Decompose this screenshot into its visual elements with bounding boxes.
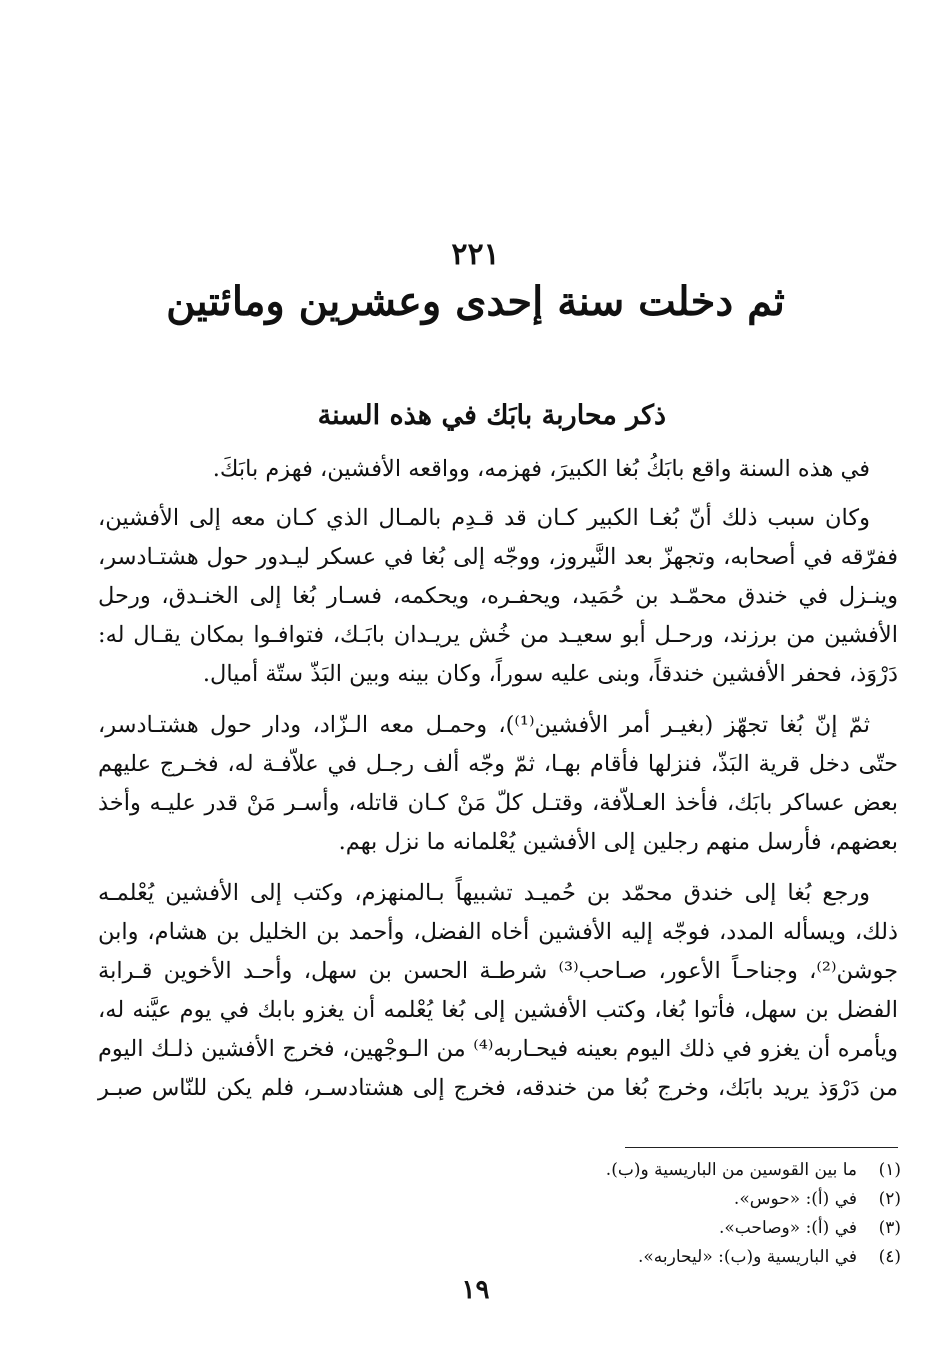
paragraph-3 [98,706,898,862]
paragraph-1 [98,450,898,489]
text-line: من دَرْوَذ يريد بابَك، وخرج بُغا من خندقه، فخرج إلى هشتادسـر، فلم يكن للنّاس صبـر [98,1075,898,1101]
year-number: ٢٢١ [451,237,500,272]
text-line: ورجع بُغا إلى خندق محمّد بن حُميـد تشبيهاً بـالمنهزم، وكتب إلى الأفشين يُعْلمـه [98,880,870,906]
text-line: حتّى دخل قرية البَذّ، فنزلها فأقام بهـا، ثمّ وجّه ألف رجـل في علاّفـة له، فخـرج عليهم [98,751,898,777]
footnote-number: (٣) [878,1218,901,1238]
footnote-number: (١) [878,1160,901,1180]
footnote-text: ما بين القوسين من الباريسية و(ب). [605,1160,857,1180]
footnote-text: في (أ): «حوس». [733,1189,857,1209]
text-line: جوشن⁽²⁾، وجناحـاً الأعور، صـاحب⁽³⁾ شرطـة الحسن بن سهل، وأحـد الأخوين قـرابة [98,958,898,984]
paragraph-4 [98,874,898,1108]
footnote-text: في (أ): «وصاحب». [718,1218,857,1238]
footnote [481,1185,901,1214]
text-line: الفضل بن سهل، فأتوا بُغا، وكتب الأفشين إلى بُغا يُعْلمه أن يغزو بابك في يوم عيَّنه له، [98,997,898,1023]
section-heading: ذكر محاربة بابَك في هذه السنة [317,400,666,431]
footnote [481,1243,901,1272]
page-number: ١٩ [461,1275,490,1305]
footnote-divider [625,1147,898,1148]
paragraph-2 [98,499,898,694]
text-line: ثمّ إنّ بُغا تجهّز (بغيـر أمر الأفشين⁽¹⁾)، وحمـل معه الـزّاد، ودار حول هشتـادسر، [98,712,870,738]
text-line: بعض عساكر بابَك، فأخذ العـلاّفة، وقتـل كلّ مَنْ كـان قاتله، وأسـر مَنْ قدر عليـه وأخذ [98,790,898,816]
footnote [481,1214,901,1243]
chapter-title: ثم دخلت سنة إحدى وعشرين ومائتين [166,278,785,325]
footnotes [481,1156,901,1272]
footnote-text: في الباريسية و(ب): «ليحاربه». [638,1247,857,1267]
footnote-number: (٤) [878,1247,901,1267]
text-line: وينـزل في خندق محمّـد بن حُمَيد، ويحفـره، ويحكمه، فسـار بُغا إلى الخنـدق، ورحل [98,583,898,609]
text-line: دَرْوَذ، فحفر الأفشين خندقاً، وبنى عليه سوراً، وكان بينه وبين البَذّ ستّة أميال. [202,661,898,687]
text-line: وكان سبب ذلك أنّ بُغـا الكبير كـان قد قـدِم بالمـال الذي كـان معه إلى الأفشين، [98,505,870,531]
footnote-number: (٢) [878,1189,901,1209]
text-line: ذلك، ويسأله المدد، فوجّه إليه الأفشين أخاه الفضل، وأحمد بن الخليل بن هشام، وابن [98,919,898,945]
footnote [481,1156,901,1185]
text-line: ففرّقه في أصحابه، وتجهزّ بعد النَّيروز، ووجّه إلى بُغا في عسكر ليـدور حول هشتـادسر، [98,544,898,570]
text-line: الأفشين من برزند، ورحـل أبو سعيـد من خُش يريـدان بابَـك، فتوافـوا بمكان يقـال له: [98,622,898,648]
text-line: ويأمره أن يغزو في ذلك اليوم بعينه فيحـاربه⁽⁴⁾ من الـوجْهين، فخرج الأفشين ذلـك اليوم [98,1036,899,1062]
text-line: بعضهم، فأرسل منهم رجلين إلى الأفشين يُعْلمانه ما نزل بهم. [338,829,898,855]
text-line: في هذه السنة واقع بابَكُ بُغا الكبيرَ، فهزمه، وواقعه الأفشين، فهزم بابَكَ. [212,456,870,482]
